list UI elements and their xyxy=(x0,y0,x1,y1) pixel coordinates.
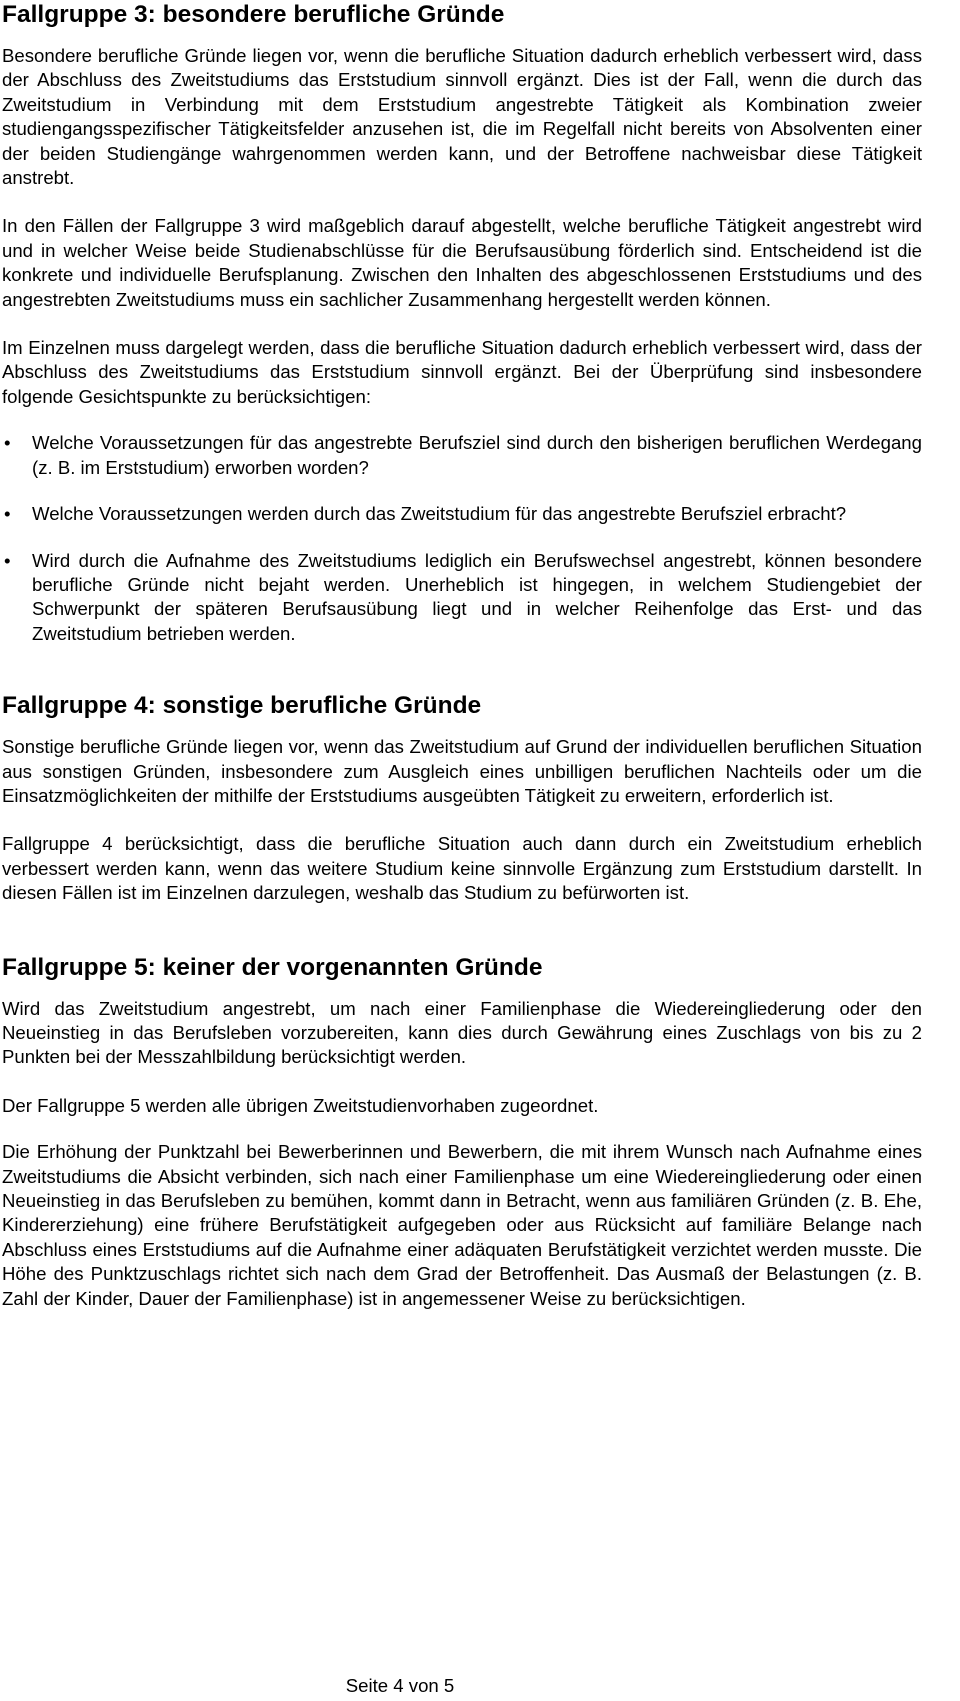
list-item xyxy=(2,431,922,480)
list-item-text: Welche Voraussetzungen für das angestrebte Berufsziel sind durch den bisherigen beruflichen Werdegang (z. B. im Erststudium) erworben worden? xyxy=(32,432,922,478)
paragraph-fallgruppe-3-details: Im Einzelnen muss dargelegt werden, dass die berufliche Situation dadurch erheblich verbessert wird, dass der Abschluss des Zweitstudiums das Erststudium sinnvoll ergänzt. Bei der Überprüfung sind insbesondere folgende Gesichtspunkte zu berücksichtigen: xyxy=(2,337,922,407)
list-item xyxy=(2,549,922,647)
bullet-list-gesichtspunkte xyxy=(2,431,922,646)
paragraph-fallgruppe-3-criteria: In den Fällen der Fallgruppe 3 wird maßgeblich darauf abgestellt, welche berufliche Tätigkeit angestrebt wird und in welcher Weise beide Studienabschlüsse für die Berufsausübung förderlich sind. Entscheidend ist die konkrete und individuelle Berufsplanung. Zwischen den Inhalten des abgeschlossenen Erststudiums und des angestrebten Zweitstudiums muss ein sachlicher Zusammenhang hergestellt werden können. xyxy=(2,215,922,310)
section-heading-fallgruppe-4: Fallgruppe 4: sonstige berufliche Gründe xyxy=(2,692,482,720)
paragraph-fallgruppe-3-intro: Besondere berufliche Gründe liegen vor, wenn die berufliche Situation dadurch erheblich verbessert wird, dass der Abschluss des Zweitstudiums das Erststudium sinnvoll ergänzt. Dies ist der Fall, wenn die durch das Zweitstudium in Verbindung mit dem Erststudium angestrebte Tätigkeit als Kombination zweier studiengangsspezifischer Tätigkeitsfelder anzusehen ist, die im Regelfall nicht bereits von Absolventen einer der beiden Studiengänge wahrgenommen werden kann, und der Betroffene nachweisbar diese Tätigkeit anstrebt. xyxy=(2,45,922,189)
page-number: Seite 4 von 5 xyxy=(345,1675,455,1696)
paragraph-fallgruppe-5-intro: Wird das Zweitstudium angestrebt, um nach einer Familienphase die Wiedereingliederung oder den Neueinstieg in das Berufsleben vorzubereiten, kann dies durch Gewährung eines Zuschlags von bis zu 2 Punkten bei der Messzahlbildung berücksichtigt werden. xyxy=(2,997,922,1068)
list-item-text: Welche Voraussetzungen werden durch das Zweitstudium für das angestrebte Berufsziel erbracht? xyxy=(32,503,847,525)
bullet-icon: • xyxy=(4,503,11,525)
paragraph-fallgruppe-4-explanation: Fallgruppe 4 berücksichtigt, dass die berufliche Situation auch dann durch ein Zweitstudium erheblich verbessert werden kann, wenn das weitere Studium keine sinnvolle Ergänzung zum Erststudium darstellt. In diesen Fällen ist im Einzelnen darzulegen, weshalb das Studium zu befürworten ist. xyxy=(2,833,922,904)
list-item xyxy=(2,502,922,526)
paragraph-fallgruppe-4-intro: Sonstige berufliche Gründe liegen vor, wenn das Zweitstudium auf Grund der individuellen beruflichen Situation aus sonstigen Gründen, insbesondere zum Ausgleich eines unbilligen beruflichen Nachteils oder um die Einsatzmöglichkeiten der mithilfe der Erststudiums ausgeübten Tätigkeit zu erweitern, erforderlich ist. xyxy=(2,736,922,806)
section-heading-fallgruppe-5: Fallgruppe 5: keiner der vorgenannten Gründe xyxy=(2,953,543,981)
paragraph-fallgruppe-5-details: Die Erhöhung der Punktzahl bei Bewerberinnen und Bewerbern, die mit ihrem Wunsch nach Aufnahme eines Zweitstudiums die Absicht verbinden, sich nach einer Familienphase um eine Wiedereingliederung oder einen Neueinstieg in das Berufsleben zu bemühen, kommt dann in Betracht, wenn aus familiären Gründen (z. B. Ehe, Kindererziehung) eine frühere Berufstätigkeit aufgegeben oder aus Rücksicht auf familiäre Belange nach Abschluss eines Erststudiums auf die Aufnahme einer adäquaten Berufstätigkeit verzichtet werden musste. Die Höhe des Punktzuschlags richtet sich nach dem Grad der Betroffenheit. Das Ausmaß der Belastungen (z. B. Zahl der Kinder, Dauer der Familienphase) ist in angemessener Weise zu berücksichtigen. xyxy=(2,1141,922,1309)
bullet-icon: • xyxy=(4,432,11,454)
bullet-icon: • xyxy=(4,549,11,571)
section-heading-fallgruppe-3: Fallgruppe 3: besondere berufliche Gründe xyxy=(2,1,505,28)
list-item-text: Wird durch die Aufnahme des Zweitstudiums lediglich ein Berufswechsel angestrebt, können besondere berufliche Gründe nicht bejaht werden. Unerheblich ist hingegen, in welchem Studiengebiet der Schwerpunkt der späteren Berufsausübung liegt und in welcher Reihenfolge das Erst- und das Zweitstudium betrieben werden. xyxy=(32,549,922,644)
paragraph-fallgruppe-5-assignment: Der Fallgruppe 5 werden alle übrigen Zweitstudienvorhaben zugeordnet. xyxy=(2,1094,599,1116)
